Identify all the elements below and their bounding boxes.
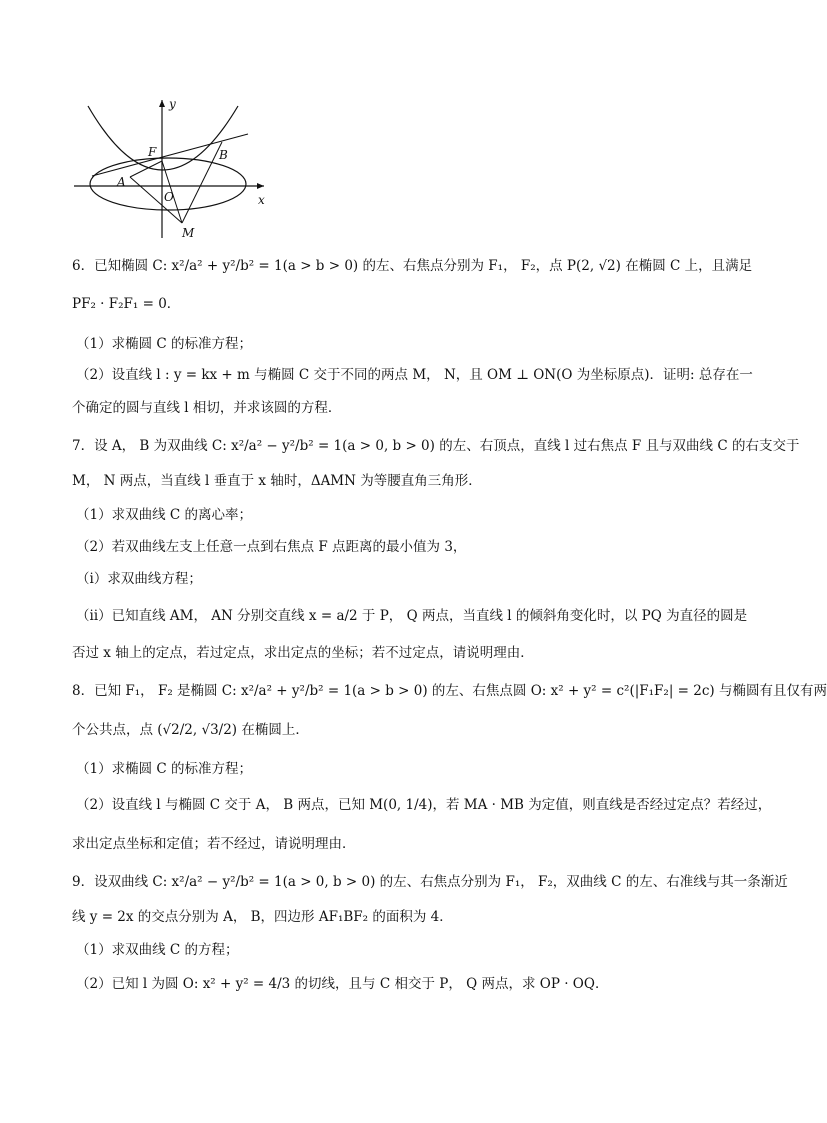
problem-8-part-2: （2）设直线 l 与椭圆 C 交于 A， B 两点，已知 M(0, 1/4)，若 MA · MB 为定值，则直线是否经过定点？若经过， bbox=[76, 797, 772, 813]
problem-7-part-2-ii-cont: 否过 x 轴上的定点，若过定点，求出定点的坐标；若不过定点，请说明理由． bbox=[72, 645, 534, 661]
label-f: F bbox=[148, 145, 157, 159]
problem-7-stem: 7．设 A， B 为双曲线 C: x²/a² − y²/b² = 1(a > 0, b > 0) 的左、右顶点，直线 l 过右焦点 F 且与双曲线 C 的右支交于 bbox=[72, 438, 800, 454]
problem-6-part-1: （1）求椭圆 C 的标准方程； bbox=[76, 336, 253, 352]
problem-9-stem: 9．设双曲线 C: x²/a² − y²/b² = 1(a > 0, b > 0) 的左、右焦点分别为 F₁， F₂，双曲线 C 的左、右准线与其一条渐近 bbox=[72, 874, 788, 890]
problem-7-part-2: （2）若双曲线左支上任意一点到右焦点 F 点距离的最小值为 3， bbox=[76, 539, 467, 555]
problem-9-stem-cont: 线 y = 2x 的交点分别为 A， B，四边形 AF₁BF₂ 的面积为 4． bbox=[72, 909, 453, 925]
problem-7-part-2-i: （ⅰ）求双曲线方程； bbox=[76, 571, 202, 587]
y-axis-arrow bbox=[159, 100, 165, 107]
label-x: x bbox=[258, 193, 265, 207]
label-y: y bbox=[169, 97, 176, 111]
problem-6-part-2-cont: 个确定的圆与直线 l 相切，并求该圆的方程． bbox=[72, 400, 342, 416]
label-a: A bbox=[117, 175, 126, 189]
parabola-curve bbox=[88, 106, 238, 170]
x-axis-arrow bbox=[257, 183, 264, 189]
problem-9-part-1: （1）求双曲线 C 的方程； bbox=[76, 942, 239, 958]
label-m: M bbox=[182, 226, 195, 240]
problem-7-part-2-ii: （ⅱ）已知直线 AM， AN 分别交直线 x = a/2 于 P， Q 两点，当直线 l 的倾斜角变化时，以 PQ 为直径的圆是 bbox=[76, 608, 748, 624]
problem-6-part-2: （2）设直线 l : y = kx + m 与椭圆 C 交于不同的两点 M， N，且 OM ⊥ ON(O 为坐标原点)．证明: 总存在一 bbox=[76, 367, 753, 383]
problem-6-stem: 6．已知椭圆 C: x²/a² + y²/b² = 1(a > b > 0) 的左、右焦点分别为 F₁， F₂，点 P(2, √2) 在椭圆 C 上，且满足 bbox=[72, 258, 753, 274]
problem-6-stem-cont: PF₂ · F₂F₁ = 0． bbox=[72, 296, 181, 312]
ellipse-parabola-figure bbox=[70, 98, 270, 240]
problem-8-stem: 8．已知 F₁， F₂ 是椭圆 C: x²/a² + y²/b² = 1(a > b > 0) 的左、右焦点圆 O: x² + y² = c²(|F₁F₂| = 2c) 与椭圆有且仅有两 bbox=[72, 683, 827, 699]
segment-bm bbox=[182, 142, 222, 223]
problem-7-part-1: （1）求双曲线 C 的离心率； bbox=[76, 507, 253, 523]
problem-8-part-1: （1）求椭圆 C 的标准方程； bbox=[76, 761, 253, 777]
label-b: B bbox=[219, 148, 228, 162]
problem-9-part-2: （2）已知 l 为圆 O: x² + y² = 4/3 的切线，且与 C 相交于 P， Q 两点，求 OP · OQ． bbox=[76, 976, 609, 992]
problem-8-part-2-cont: 求出定点坐标和定值；若不经过，请说明理由． bbox=[72, 836, 356, 852]
label-o: O bbox=[164, 190, 174, 204]
problem-7-stem-cont: M， N 两点，当直线 l 垂直于 x 轴时，ΔAMN 为等腰直角三角形． bbox=[72, 473, 482, 489]
problem-8-stem-cont: 个公共点，点 (√2/2, √3/2) 在椭圆上． bbox=[72, 722, 309, 738]
segment-fa bbox=[130, 161, 162, 177]
